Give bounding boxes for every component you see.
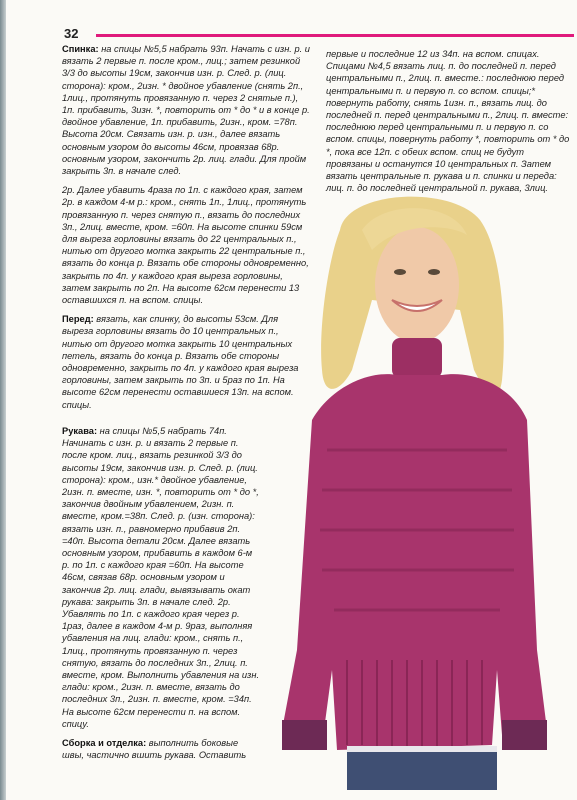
spinka-text: на спицы №5,5 набрать 93п. Начать с изн. р. и вязать 2 первые п. после кром., лиц.; затем резинкой 3/3 до высоты 19см, закончив изн. р. След. р. (лиц. сторона): кром., 2изн. * двойное убавление (снять 2п., 1лиц., протянуть провязанную п. через 2 снятые п.), 1п. прибавить, 3изн. *, повторить от * до * и в конце р. двойное убавление, 1п. прибавить, 2изн., кром. =78п. Высота 20см. Связать изн. р. изн., далее вязать основным узором до высоты 46см, провязав 68р. основным узором, закончить 2р. лиц. глади. Для пройм закрыть 3п. в начале след. (62, 44, 310, 177)
face (375, 227, 459, 343)
left-column-bottom (62, 425, 262, 768)
sborka-text: выполнить боковые швы, частично вшить рукава. Оставить (62, 738, 247, 761)
rukava-heading: Рукава: (62, 426, 98, 436)
pered-heading: Перед: (62, 314, 94, 325)
header-rule (96, 34, 574, 37)
spinka-heading: Спинка: (62, 44, 99, 54)
page-number: 32 (64, 26, 79, 41)
page-binding-edge (0, 0, 6, 800)
section-spinka (62, 43, 310, 177)
model-photo (252, 190, 572, 790)
pered-text: вязать, как спинку, до высоты 53см. Для выреза горловины вязать до 10 центральных п., нитью от другого мотка закрыть 10 центральных петель, вязать до конца р. Вязать обе стороны одновременно, закрыть по 4п. у каждого края выреза горловины, затем закрыть по 3п. и 5раз по 1п. На высоте 62см перенести оставшиеся 13п. на вспом. спицы. (62, 314, 299, 410)
section-rukava (62, 425, 262, 730)
section-sborka (62, 737, 262, 761)
sweater (282, 374, 547, 750)
section-spinka-cont: 2р. Далее убавить 4раза по 1п. с каждого края, затем 2р. в каждом 4-м р.: кром., снять 1п., 1лиц., протянуть провязанную п. через снятую п., вязать до последних 3п., 2лиц. вместе, кром. =60п. На высоте спинки 59см для выреза горловины вязать до 22 центральных п., нитью от другого мотка закрыть 22 центральные п., вязать до конца р. Вязать обе стороны одновременно, закрыть по 4п. у каждого края выреза горловины, затем закрыть по 2п. На высоте 62см перенести 13 оставшихся п. на вспом. спицы. (62, 185, 309, 306)
rukava-text: на спицы №5,5 набрать 74п. Начинать с изн. р. и вязать 2 первые п. после кром. лиц., вязать резинкой 3/3 до высоты 19см, закончив изн. р. След. р. (лиц. сторона): кром., изн.* двойное убавление, 2изн. п. вместе, изн. *, повторить от * до *, закончив двойным убавлением, 2изн. п. вместе, кром.=38п. След. р. (изн. сторона): вязать изн. п., равномерно прибавив 2п. =40п. Высота детали 20см. Далее вязать основным узором, прибавить в каждом 6-м р. по 1п. с каждого края =60п. На высоте 46см, связав 68р. основным узором и закончив 2р. лиц. глади, вывязывать окат рукава: закрыть 3п. в начале след. 2р. Убавлять по 1п. с каждого края через р. 1раз, далее в каждом 4-м р. 9раз, выполняя убавления на лиц. глади: кром., снять п., 1лиц., протянуть провязанную п. через снятую, вязать до последних 3п., 2лиц. п. вместе, кром. Выполнить убавления на изн. глади: кром., 2изн. п. вместе, вязать до последних 3п., 2изн. п. вместе, кром. =34п. На высоте 62см перенести п. на вспом. спицу. (62, 426, 260, 729)
sborka-heading: Сборка и отделка: (62, 738, 147, 749)
right-column-text: первые и последние 12 из 34п. на вспом. спицах. Спицами №4,5 вязать лиц. п. до последней п. перед центральными п., 2лиц. п. вместе.: последнюю перед центральными п. и первую п. со вспом. спицы;* повернуть работу, снять 1изн. п., вязать лиц. до последней п. перед центральными п., 2лиц. п. вместе: последнюю перед центральными п. и первую п. со вспом. спицы, повернуть работу *, повторить от * до *, пока все 12п. с обеих вспом. спиц не будут провязаны и останутся 10 центральных п. Затем вязать центральные п. рукава и п. спинки и переда: лиц. п. до последней центральной п. рукава, 3лиц. (326, 49, 570, 194)
right-column (326, 48, 570, 201)
